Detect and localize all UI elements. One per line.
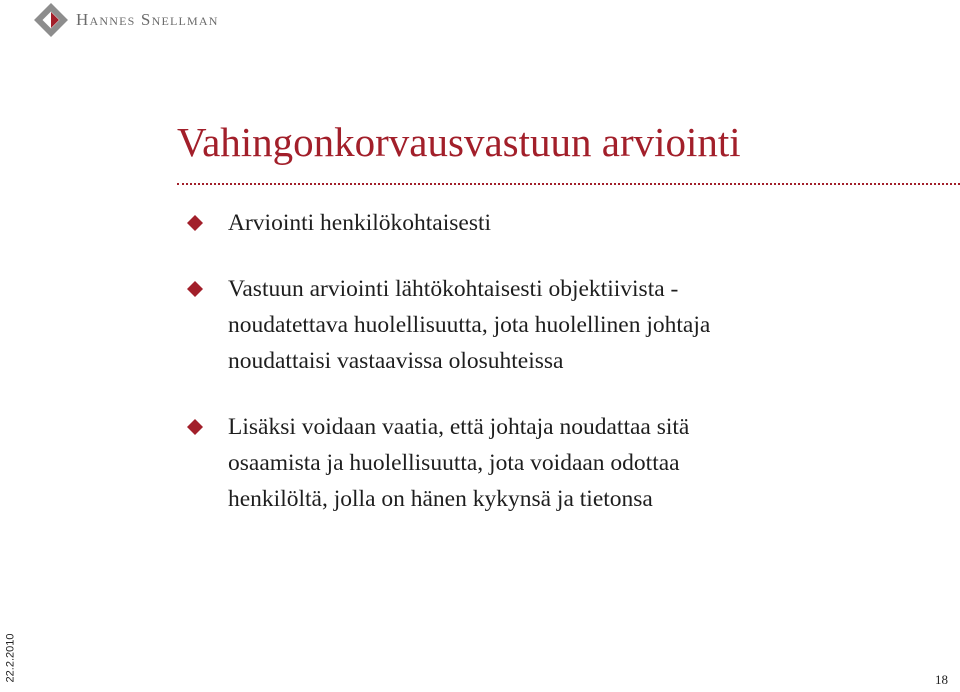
logo-wordmark: Hannes Snellman — [76, 10, 219, 29]
bullet-list — [186, 205, 946, 517]
diamond-bullet-icon — [186, 418, 204, 436]
diamond-bullet-icon — [186, 280, 204, 298]
slide-title: Vahingonkorvausvastuun arviointi — [177, 119, 741, 165]
company-logo — [34, 4, 219, 36]
bullet-text-line: Vastuun arviointi lähtökohtaisesti objektiivista - — [228, 276, 679, 302]
hannes-snellman-diamond-logo-icon — [34, 3, 68, 37]
bullet-text-line: Lisäksi voidaan vaatia, että johtaja noudattaa sitä — [228, 414, 690, 440]
bullet-text-line: henkilöltä, jolla on hänen kykynsä ja tietonsa — [228, 486, 653, 512]
page-number: 18 — [935, 672, 948, 687]
bullet-text-line: Arviointi henkilökohtaisesti — [228, 210, 492, 236]
bullet-item — [186, 271, 946, 379]
bullet-text-line: osaamista ja huolellisuutta, jota voidaan odottaa — [228, 450, 680, 476]
slide-date: 22.2.2010 — [4, 633, 17, 683]
diamond-bullet-icon — [186, 214, 204, 232]
bullet-text-line: noudatettava huolellisuutta, jota huolellinen johtaja — [228, 312, 711, 338]
bullet-text-line: noudattaisi vastaavissa olosuhteissa — [228, 348, 564, 374]
title-divider — [177, 183, 960, 185]
bullet-item — [186, 205, 946, 241]
bullet-item — [186, 409, 946, 517]
